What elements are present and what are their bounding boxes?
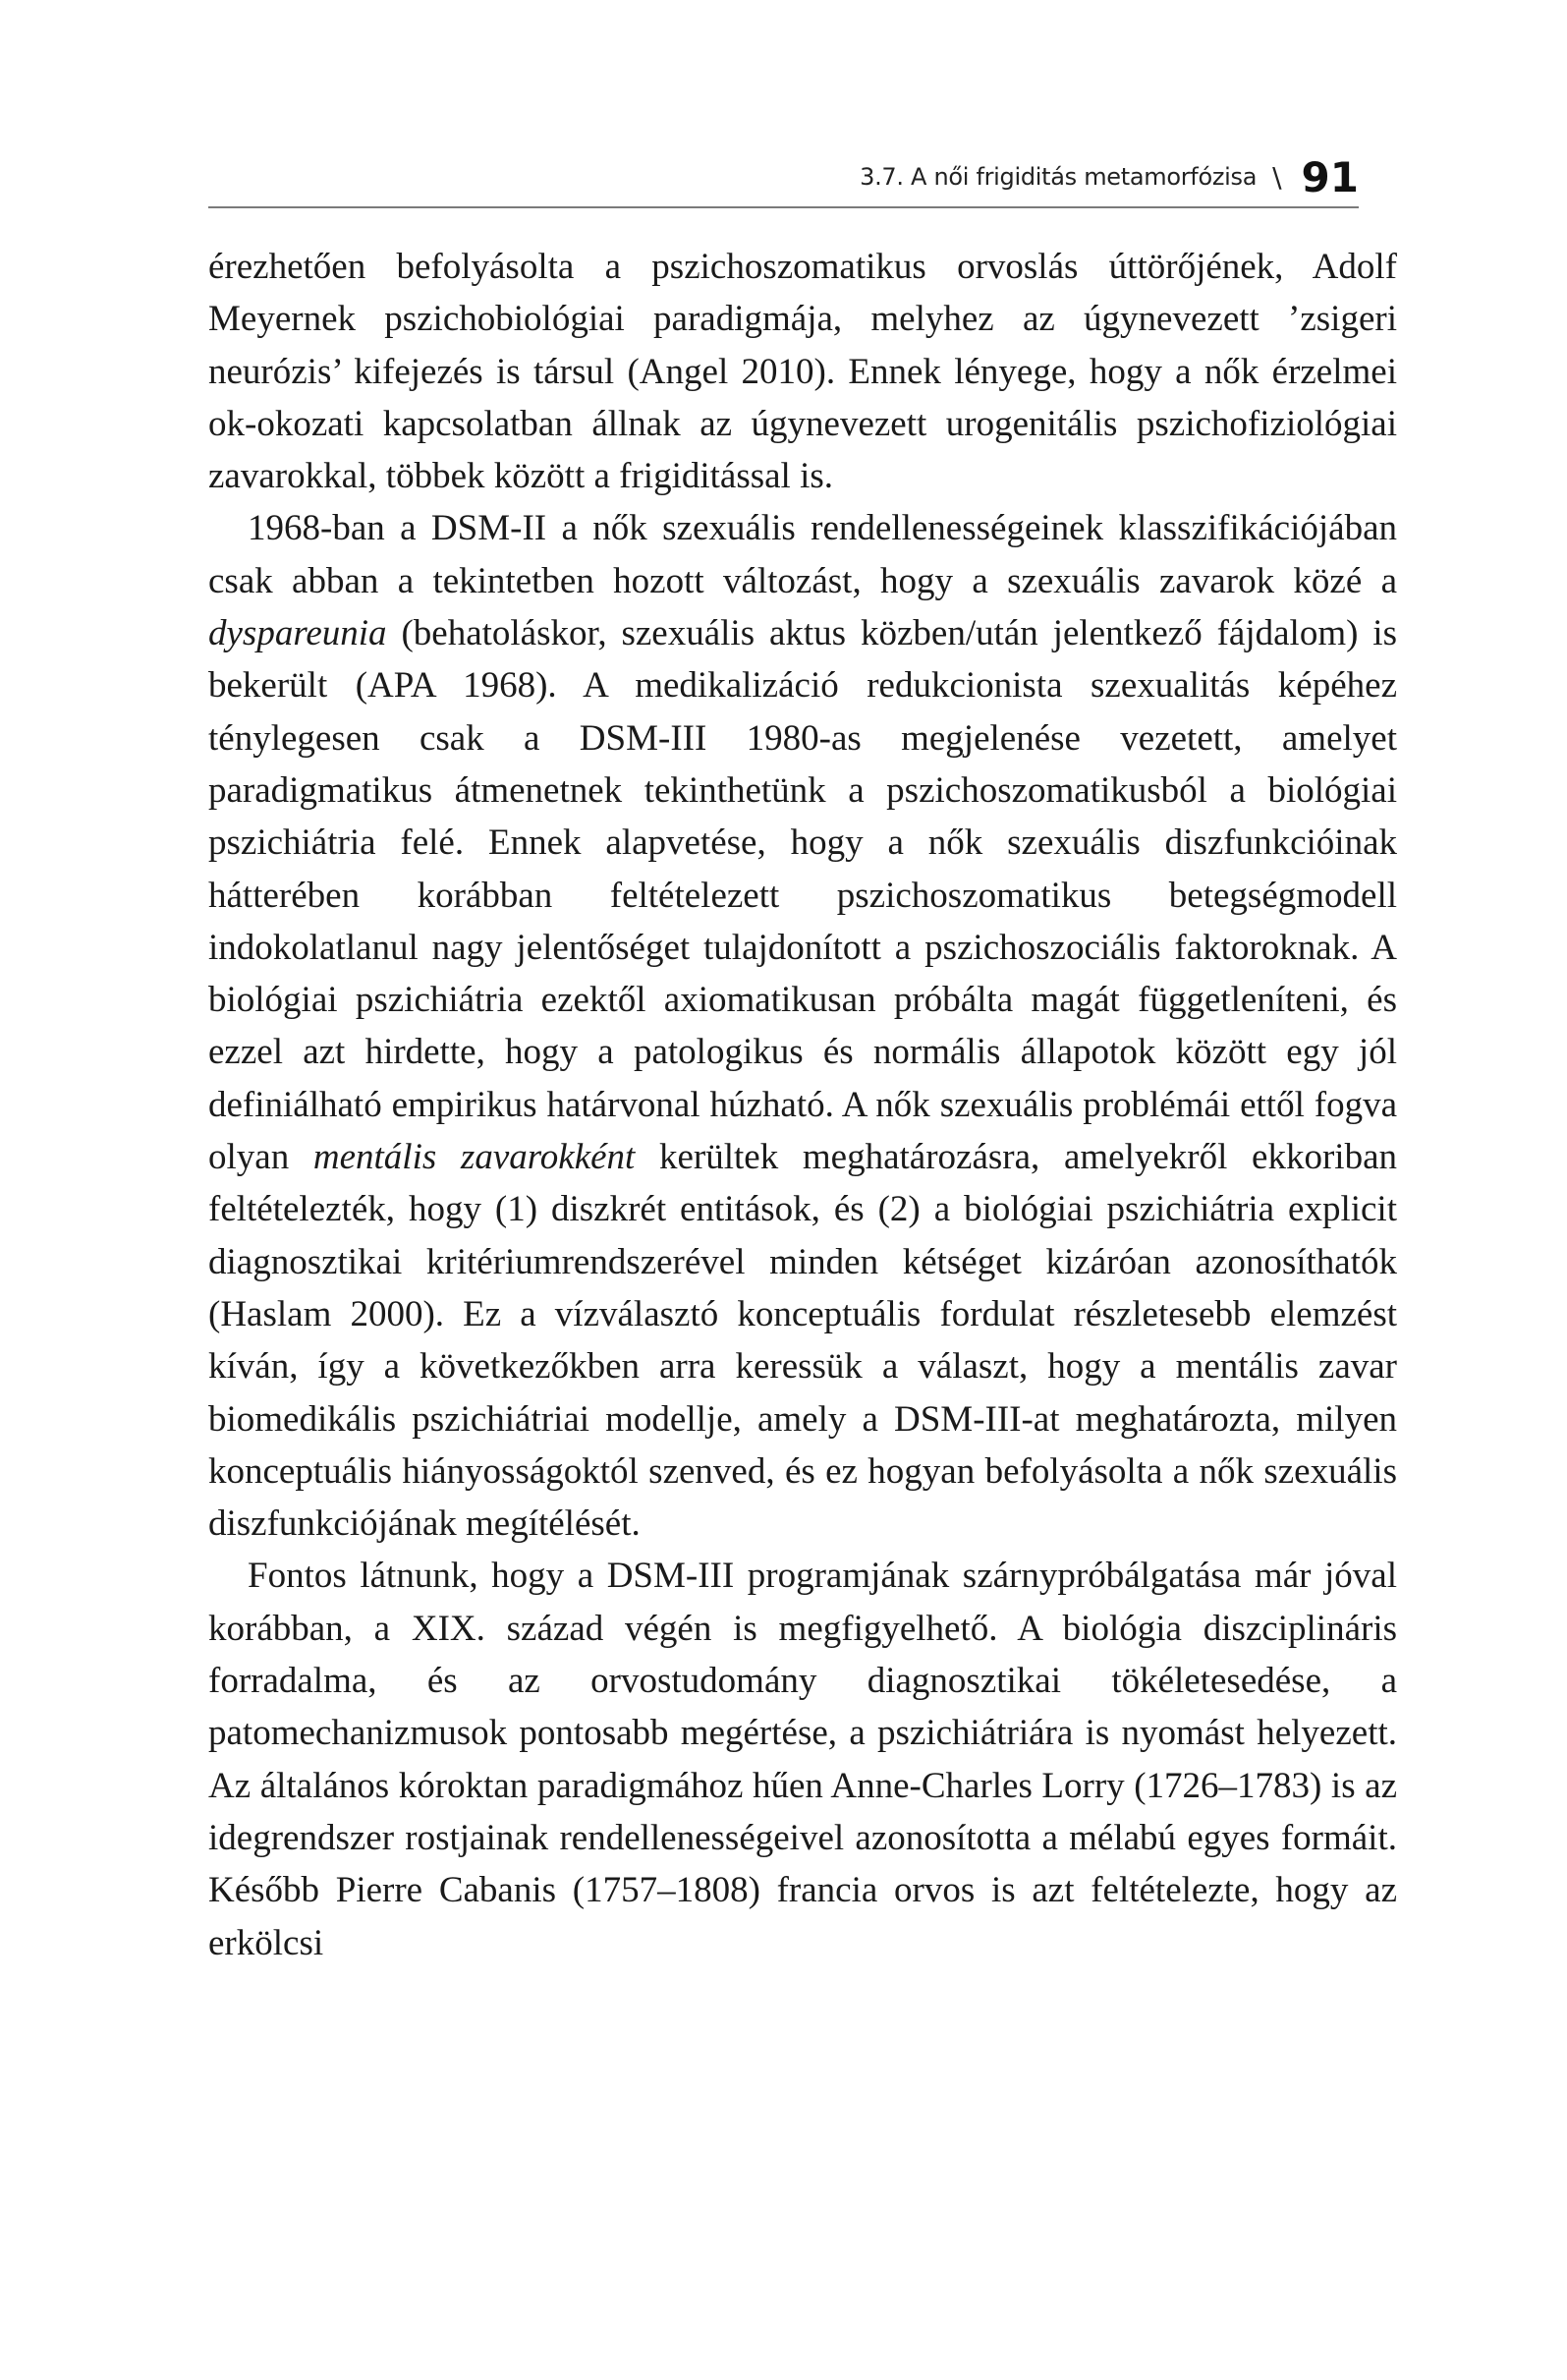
text-segment: (behatoláskor, szexuális aktus közben/után jelentkező fájdalom) is bekerült (APA 1968). A medikalizáció redukcionista szexualitás képéhez ténylegesen csak a DSM-III 1980-as megjelenése vezetett, amelyet paradigmatikus átmenetnek tekinthetünk a pszichoszomatikusból a biológiai pszichiátria felé. Ennek alapvetése, hogy a nők szexuális diszfunkcióinak hátterében korábban feltételezett pszichoszomatikus betegségmodell indokolatlanul nagy jelentőséget tulajdonított a pszichoszociális faktoroknak. A biológiai pszichiátria ezektől axiomatikusan próbálta magát függetleníteni, és ezzel azt hirdette, hogy a patologikus és normális állapotok között egy jól definiálható empirikus határvonal húzható. A nők szexuális problémái ettől fogva olyan [208, 613, 1397, 1178]
text-segment: 1968-ban a DSM-II a nők szexuális rendellenességeinek klasszifikációjában csak abban a tekintetben hozott változást, hogy a szexuális zavarok közé a [208, 508, 1397, 601]
italic-term-dyspareunia: dyspareunia [208, 613, 387, 654]
paragraph-1 [208, 241, 1397, 502]
section-title: 3.7. A női frigiditás metamorfózisa [860, 163, 1258, 191]
text-segment: kerültek meghatározásra, amelyekről ekkoriban feltételezték, hogy (1) diszkrét entitások, és (2) a biológiai pszichiátria explicit diagnosztikai kritériumrendszerével minden kétséget kizáróan azonosíthatók (Haslam 2000). Ez a vízválasztó konceptuális fordulat részletesebb elemzést kíván, így a következőkben arra keressük a választ, hogy a mentális zavar biomedikális pszichiátriai modellje, amely a DSM-III-at meghatározta, milyen konceptuális hiányosságoktól szenved, és ez hogyan befolyásolta a nők szexuális diszfunkciójának megítélését. [208, 1137, 1397, 1545]
page-number: 91 [1301, 152, 1359, 201]
paragraph-2 [208, 502, 1397, 1550]
header-separator: \ [1272, 160, 1282, 194]
body-text [208, 241, 1397, 1969]
paragraph-3 [208, 1550, 1397, 1968]
text-segment: Fontos látnunk, hogy a DSM-III programjának szárnypróbálgatása már jóval korábban, a XIX. század végén is megfigyelhető. A biológia diszciplináris forradalma, és az orvostudomány diagnosztikai tökéletesedése, a patomechanizmusok pontosabb megértése, a pszichiátriára is nyomást helyezett. Az általános kóroktan paradigmához hűen Anne-Charles Lorry (1726–1783) is az idegrendszer rostjainak rendellenességeivel azonosította a mélabú egyes formáit. Később Pierre Cabanis (1757–1808) francia orvos is azt feltételezte, hogy az erkölcsi [208, 1556, 1397, 1963]
running-header [208, 147, 1359, 208]
text-segment: érezhetően befolyásolta a pszichoszomatikus orvoslás úttörőjének, Adolf Meyernek pszichobiológiai paradigmája, melyhez az úgynevezett ’zsigeri neurózis’ kifejezés is társul (Angel 2010). Ennek lényege, hogy a nők érzelmei ok-okozati kapcsolatban állnak az úgynevezett urogenitális pszichofiziológiai zavarokkal, többek között a frigiditással is. [208, 247, 1397, 497]
italic-term-mentalis-zavarokkent: mentális zavarokként [312, 1137, 636, 1178]
